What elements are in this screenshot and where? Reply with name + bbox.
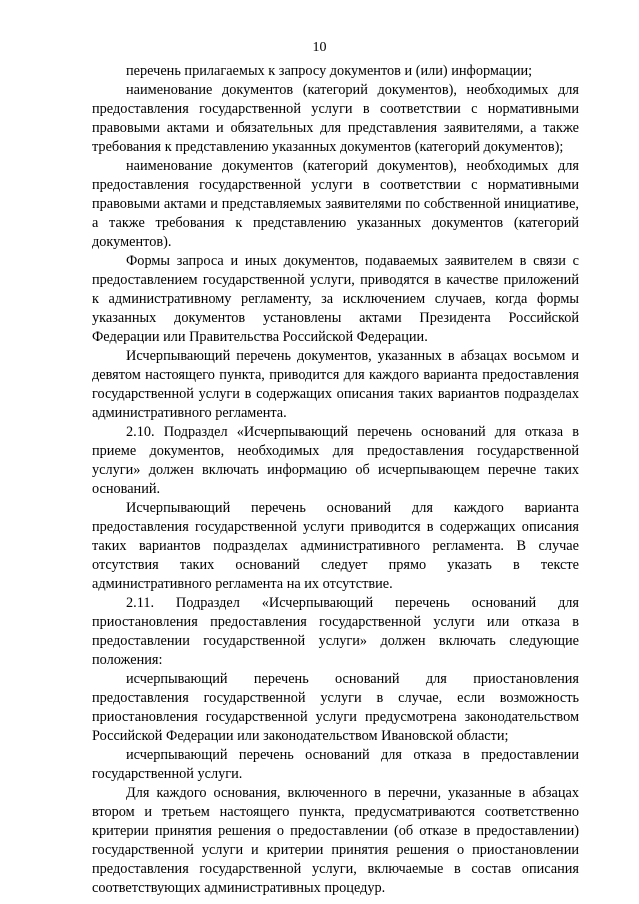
paragraph-decision-criteria: Для каждого основания, включенного в перечни, указанные в абзацах втором и третьем настоящего пункта, предусматриваются соответственно критерии принятия решения о предоставлении (об отказе в предоставлении) государственной услуги и критерии принятия решения о приостановлении предоставления государственной услуги, включаемые в состав описания соответствующих административных процедур. xyxy=(92,785,579,896)
paragraph-refusal-grounds-per-variant: Исчерпывающий перечень оснований для каждого варианта предоставления государственной услуги приводится в содержащих описания таких вариантов подразделах административного регламента. В случае отсутствия таких оснований следует прямо указать в тексте административного регламента на их отсутствие. xyxy=(92,500,579,592)
paragraph-documents-list: перечень прилагаемых к запросу документов и (или) информации; xyxy=(126,63,533,79)
page-number: 10 xyxy=(312,40,327,55)
paragraph-refusal-grounds: исчерпывающий перечень оснований для отказа в предоставлении государственной услуги. xyxy=(92,747,579,782)
paragraph-suspension-grounds: исчерпывающий перечень оснований для приостановления предоставления государственной услуги в случае, если возможность приостановления государственной услуги предусмотрена законодательством Российской Федерации или законодательством Ивановской области; xyxy=(92,671,579,744)
paragraph-mandatory-documents: наименование документов (категорий документов), необходимых для предоставления государственной услуги в соответствии с нормативными правовыми актами и обязательных для представления заявителями, а также требования к представлению указанных документов (категорий документов); xyxy=(92,82,579,155)
paragraph-section-2-11: 2.11. Подраздел «Исчерпывающий перечень оснований для приостановления предоставления государственной услуги или отказа в предоставлении государственной услуги» должен включать следующие положения: xyxy=(92,595,579,668)
document-body xyxy=(92,62,579,898)
paragraph-section-2-10: 2.10. Подраздел «Исчерпывающий перечень оснований для отказа в приеме документов, необходимых для предоставления государственной услуги» должен включать информацию об исчерпывающем перечне таких оснований. xyxy=(92,424,579,497)
paragraph-request-forms: Формы запроса и иных документов, подаваемых заявителем в связи с предоставлением государственной услуги, приводятся в качестве приложений к административному регламенту, за исключением случаев, когда формы указанных документов установлены актами Президента Российской Федерации или Правительства Российской Федерации. xyxy=(92,253,579,345)
paragraph-documents-per-variant: Исчерпывающий перечень документов, указанных в абзацах восьмом и девятом настоящего пункта, приводится для каждого варианта предоставления государственной услуги в содержащих описания таких вариантов подразделах административного регламента. xyxy=(92,348,579,421)
paragraph-optional-documents: наименование документов (категорий документов), необходимых для предоставления государственной услуги в соответствии с нормативными правовыми актами и представляемых заявителями по собственной инициативе, а также требования к представлению указанных документов (категорий документов). xyxy=(92,158,579,250)
